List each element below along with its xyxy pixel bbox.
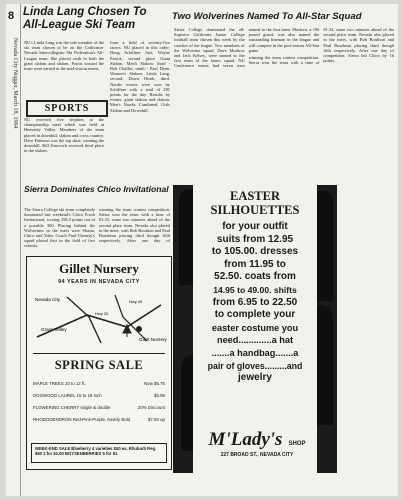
spring-item xyxy=(33,393,165,398)
mladys-address: 227 BROAD ST., NEVADA CITY xyxy=(220,452,294,458)
spring-sale-title: SPRING SALE xyxy=(54,358,144,372)
map-nursery-marker xyxy=(136,326,142,332)
spring-item xyxy=(33,405,165,410)
spring-item-name: DOGWOOD LAUREL 15 to 18 inch xyxy=(33,393,102,398)
page-spine xyxy=(6,4,21,496)
spring-item xyxy=(33,417,165,422)
football-article-text: Sierra College dominated the all-Superior California Junior College football team chosen this week by the coaches of the league. Two members of the Wolverine squad, Dave Mudrow and Jack Kelsey, were named to the first team of the honor squad. NU Conference teams had seven men named to the first team. Mudrow, a 196 pound guard, was also named the outstanding lineman in the league and will compete in the post-season All-Star game. xyxy=(174,27,320,69)
gillet-tagline: 94 YEARS IN NEVADA CITY xyxy=(58,279,140,285)
gillet-nursery-ad xyxy=(26,256,172,470)
easter-line: to 105.00. dresses xyxy=(211,246,299,258)
spring-item-price: 20% Discount xyxy=(137,405,165,410)
spring-item xyxy=(33,381,165,386)
football-headline: Two Wolverines Named To All-Star Squad xyxy=(172,11,362,22)
mid-article xyxy=(110,40,170,182)
map-road-1 xyxy=(37,305,161,337)
mid-article-text: from a field of seventy-five racers. NU placed in this order: Doug Schiffner first, Wayne Pezick, second place Giant Slalom. Men's Slalom: third - Bob Chalfin; ninth - Paul Dean. Women's Slalom: Linda Lang, second; Dawn Heath, third. Nordic events were won by Schiffner with a total of 281 points for the day. Results by events: giant slalom and slalom. Men's Nordic Combined, Girls Slalom and Downhill. xyxy=(110,40,170,113)
spring-item-name: FLOWERING CHERRY single & double xyxy=(33,405,111,410)
spring-sale-list xyxy=(33,381,165,429)
sierra-article xyxy=(24,207,170,251)
spring-item-price: $2.95 xyxy=(154,393,165,398)
map-label-nevada-city: Nevada City xyxy=(35,297,61,302)
easter-line: need.............a hat xyxy=(216,335,294,346)
map-label-grass-valley: Grass Valley xyxy=(41,327,67,332)
gillet-divider xyxy=(33,353,165,354)
easter-line: .......a handbag.......a xyxy=(211,347,299,358)
map-label-hwy-49: Hwy 49 xyxy=(129,299,143,304)
easter-line: from 6.95 to 22.50 xyxy=(212,296,298,308)
map-road-2 xyxy=(67,297,101,343)
newspaper-page xyxy=(6,4,398,496)
weekend-special-box xyxy=(31,443,167,463)
mladys-store-suffix: SHOP xyxy=(288,441,306,447)
map-label-gillet-nursery: Gillet Nursery xyxy=(139,337,167,342)
easter-line: pair of gloves.........and xyxy=(207,360,303,371)
easter-title: EASTER SILHOUETTES xyxy=(210,189,300,217)
easter-line: jewelry xyxy=(238,372,272,384)
sports-label: SPORTS xyxy=(26,100,108,117)
weekend-special-text: WEEK-END SALE Blueberry 4 varieties $50 ea. Rhubarb Reg. $60 1 for $1.00 BOYSENBERRIES 5 for $1 xyxy=(35,446,157,457)
easter-panel xyxy=(193,185,317,473)
easter-line: easter costume you xyxy=(211,322,299,333)
spring-item-name: MAPLE TREES 10 to 12 ft. xyxy=(33,381,86,386)
easter-line: suits from 12.95 xyxy=(216,233,294,245)
easter-line: from 11.95 to xyxy=(224,258,286,270)
football-article-continued: winning the team contest competition. Sierra won the team with a time of 81.33, some two minutes ahead of the second place team. Nevada also placed in the meet, with Bob Boultton and Paul Boudreau placing third though fifth respectively. After one day of competition, Sierra led Chico by 16 points. xyxy=(248,27,394,66)
sierra-headline: Sierra Dominates Chico Invitational xyxy=(24,184,169,194)
page-number: 8 xyxy=(8,10,15,22)
mladys-easter-ad xyxy=(173,185,337,473)
ski-article xyxy=(24,40,104,98)
side-masthead: Nevada City Nugget, March 18, 1964 xyxy=(12,38,18,129)
ski-headline: Linda Lang Chosen To All-League Ski Team xyxy=(23,6,147,31)
sierra-article-continued: winning the team contest competition. Sierra won the team with a time of 81.33, some two minutes ahead of the second place team. Nevada also placed in the meet, with Bob Boultton and Paul Boudreau placing third though fifth respectively. After one day of xyxy=(99,207,170,244)
mladys-store-name: M'Lady's xyxy=(208,429,283,450)
spring-item-price: $7.50 up xyxy=(147,417,165,422)
spring-item-name: RHODODENDRON Red-Pink-Purple, Nearly Bold xyxy=(33,417,131,422)
easter-copy xyxy=(193,221,317,385)
football-article xyxy=(174,27,394,177)
map-label-hwy-20: Hwy 20 xyxy=(95,311,109,316)
sports-article-text: NU received five trophies at the championship meet which was held at Heavenly Valley. Members of the team placed in downhill, slalom and cross country. Dave Paterson was the top skier, winning the downhill. Bill Zenovich received third place in the slalom. xyxy=(24,117,104,154)
easter-line: 52.50. coats from xyxy=(214,271,296,283)
sierra-article-text: The Sierra College ski team completely dominated last weekend's Chico Frosh Invitational, scoring 296.3 points out of a possible 300. Placing behind the Wolverines in the meet were Shasta, Chico and Yuba. Coach Paul Chenery's squad placed first in the field of five schools. xyxy=(24,207,95,249)
spring-item-price: Now $5.75 xyxy=(144,381,165,386)
sports-article xyxy=(24,117,104,181)
gillet-map xyxy=(27,287,171,347)
easter-line: to complete your xyxy=(214,309,296,321)
easter-line: for your outfit xyxy=(222,221,288,232)
gillet-name: Gillet Nursery xyxy=(59,261,139,276)
mladys-logo xyxy=(205,429,309,465)
easter-line: 14.95 to 49.00. shifts xyxy=(213,284,297,295)
ski-article-text: NU's Linda Lang was the sole member of the ski team chosen to be on the California-Nevada Intercollegiate Ski Federation's All-League team. She placed sixth in both the giant slalom and slalom. Points toward the team were earned in the mid-season meets. xyxy=(24,40,104,72)
